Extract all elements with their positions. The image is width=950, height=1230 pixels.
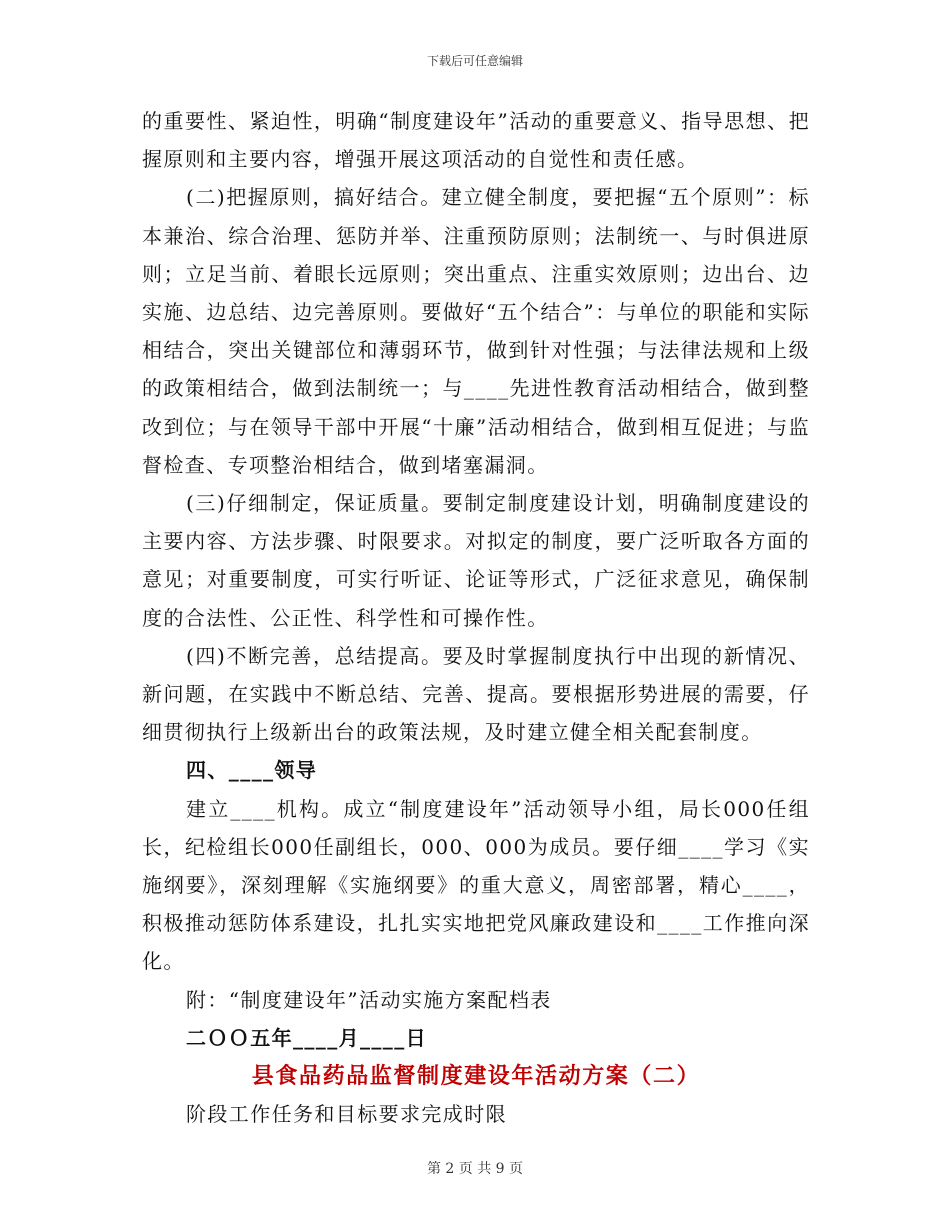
section-heading-leadership: 四、____领导 bbox=[186, 758, 318, 783]
page-number: 第 2 页 共 9 页 bbox=[426, 1161, 524, 1177]
attachment-note: 附：“制度建设年”活动实施方案配档表 bbox=[186, 987, 552, 1012]
paragraph-principles: (二)把握原则，搞好结合。建立健全制度，要把握“五个原则”：标本兼治、综合治理、惩防并举、注重预防原则；法制统一、与时俱进原则；立足当前、着眼长远原则；突出重点、注重实效原则；边出台、边实施、边总结、边完善原则。要做好“五个结合”：与单位的职能和实际相结合，突出关键部位和薄弱环节，做到针对性强；与法律法规和上级的政策相结合，做到法制统一；与____先进性教育活动相结合，做到整改到位；与在领导干部中开展“十廉”活动相结合，做到相互促进；与监督检查、专项整治相结合，做到堵塞漏洞。 bbox=[142, 185, 810, 477]
paragraph-importance: 的重要性、紧迫性，明确“制度建设年”活动的重要意义、指导思想、把握原则和主要内容，增强开展这项活动的自觉性和责任感。 bbox=[142, 109, 810, 172]
table-caption: 阶段工作任务和目标要求完成时限 bbox=[186, 1102, 507, 1127]
page-header: 下载后可任意编辑 bbox=[426, 54, 523, 68]
paragraph-organization: 建立____机构。成立“制度建设年”活动领导小组，局长000任组长，纪检组长000任副组长，000、000为成员。要仔细____学习《实施纲要》，深刻理解《实施纲要》的重大意义，周密部署，精心____，积极推动惩防体系建设，扎扎实实地把党风廉政建设和____工作推向深化。 bbox=[142, 796, 810, 974]
date-line: 二ＯＯ五年____月____日 bbox=[186, 1025, 427, 1050]
paragraph-quality: (三)仔细制定，保证质量。要制定制度建设计划，明确制度建设的主要内容、方法步骤、时限要求。对拟定的制度，要广泛听取各方面的意见；对重要制度，可实行听证、论证等形式，广泛征求意见，确保制度的合法性、公正性、科学性和可操作性。 bbox=[142, 491, 810, 630]
paragraph-improvement: (四)不断完善，总结提高。要及时掌握制度执行中出现的新情况、新问题，在实践中不断总结、完善、提高。要根据形势进展的需要，仔细贯彻执行上级新出台的政策法规，及时建立健全相关配套制度。 bbox=[142, 643, 810, 745]
document-title: 县食品药品监督制度建设年活动方案（二） bbox=[251, 1063, 701, 1090]
document-body bbox=[142, 102, 810, 1133]
